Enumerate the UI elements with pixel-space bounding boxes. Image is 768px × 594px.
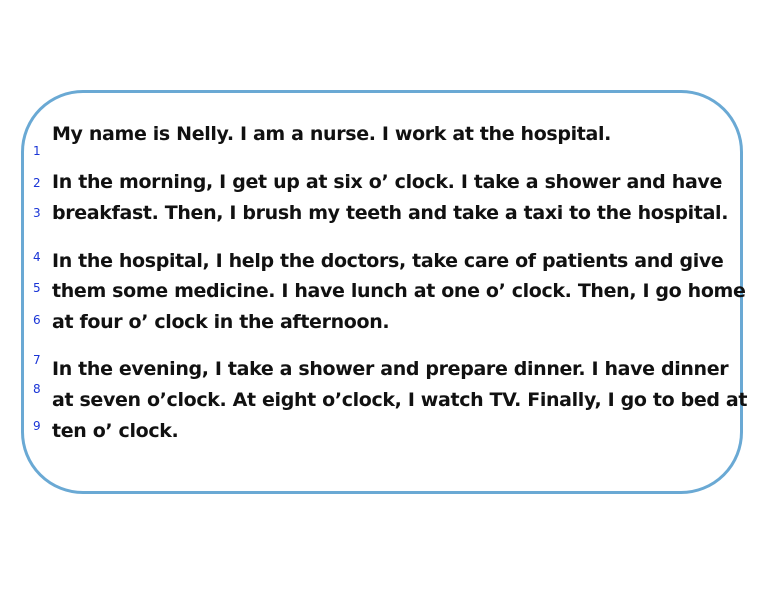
line-number: 5 bbox=[33, 281, 41, 295]
line-number: 1 bbox=[33, 144, 41, 158]
text-line: In the evening, I take a shower and prepare dinner. I have dinner bbox=[52, 358, 729, 380]
line-number: 3 bbox=[33, 206, 41, 220]
text-line: In the morning, I get up at six o’ clock. I take a shower and have bbox=[52, 171, 722, 193]
line-number: 4 bbox=[33, 250, 41, 264]
text-line: them some medicine. I have lunch at one o’ clock. Then, I go home bbox=[52, 280, 746, 302]
line-number: 7 bbox=[33, 353, 41, 367]
line-number: 8 bbox=[33, 382, 41, 396]
text-line: at seven o’clock. At eight o’clock, I watch TV. Finally, I go to bed at bbox=[52, 389, 748, 411]
text-line: breakfast. Then, I brush my teeth and take a taxi to the hospital. bbox=[52, 202, 729, 224]
text-line: ten o’ clock. bbox=[52, 420, 179, 442]
text-line: In the hospital, I help the doctors, take care of patients and give bbox=[52, 250, 724, 272]
line-number: 9 bbox=[33, 419, 41, 433]
text-line: at four o’ clock in the afternoon. bbox=[52, 311, 390, 333]
text-line: My name is Nelly. I am a nurse. I work at the hospital. bbox=[52, 123, 612, 145]
line-number: 2 bbox=[33, 176, 41, 190]
line-number: 6 bbox=[33, 313, 41, 327]
